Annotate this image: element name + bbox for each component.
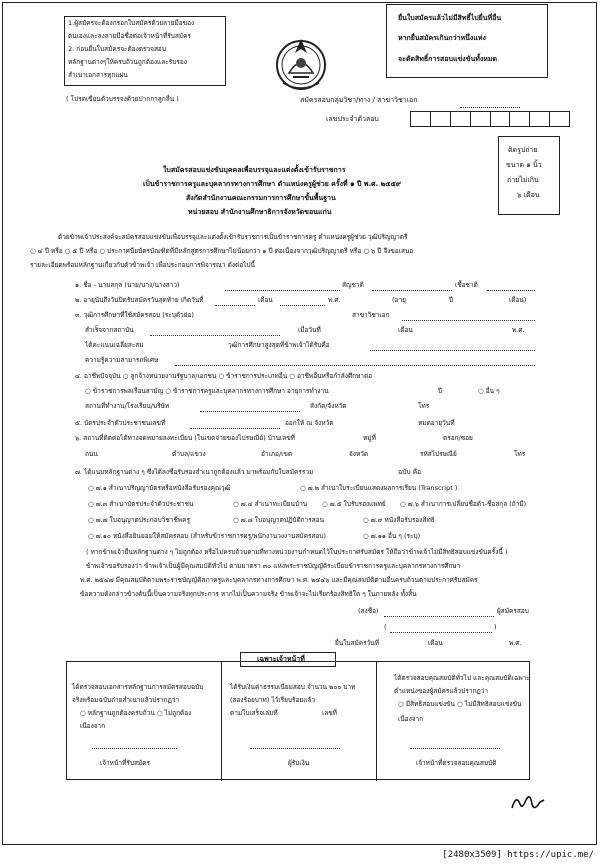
officer-c2-line-3: ตามใบเสร็จเล่มที่ <box>230 709 278 717</box>
nationality-label: สัญชาติ <box>342 281 364 289</box>
race-field[interactable] <box>487 290 535 291</box>
nationality-field[interactable] <box>372 290 452 291</box>
exam-group-label: สมัครสอบกลุ่มวิชา/ทาง / สาขาวิชาเอก <box>300 96 418 104</box>
officer-c3-signature[interactable] <box>410 748 500 749</box>
birth-month-field[interactable] <box>280 305 325 306</box>
doc-7-11[interactable]: ○ ๗.๑๑ อื่น ๆ (ระบุ) <box>363 532 421 540</box>
exam-number-boxes[interactable] <box>410 111 570 127</box>
doc-7-10[interactable]: ○ ๗.๑๐ หนังสือยินยอมให้สมัครสอบ (สำหรับข้าราชการครู/พนักงานวงงานสมัครสอบ) <box>88 532 326 540</box>
other-occupation: ○ อื่น ๆ <box>478 387 500 395</box>
form-title-line-4: หน่วยสอบ สำนักงานศึกษาธิการจังหวัดขอนแก่น <box>188 208 332 216</box>
institution-label: สำเร็จจากสถาบัน <box>85 326 134 334</box>
postcode-label: รหัสไปรษณีย์ <box>420 450 457 458</box>
doc-7-6[interactable]: ○ ๗.๖ สำเนาการเปลี่ยนชื่อตัว-ชื่อสกุล (ถ้ามี) <box>400 500 527 508</box>
doc-7-5[interactable]: ○ ๗.๕ ใบรับรองแพทย์ <box>322 500 386 508</box>
item-4-occupation-label: ๔. อาชีพปัจจุบัน ○ ลูกจ้างหน่วยงานรัฐบาล/เอกชน ○ ข้าราชการประเภทอื่น ○ อาชีพอื่นหรือกำลังศึกษาต่อ <box>75 372 373 380</box>
name-field[interactable] <box>225 290 340 291</box>
birth-month-label: เดือน <box>258 296 273 304</box>
province-label: จังหวัด <box>349 450 369 458</box>
grad-date-label: เมื่อวันที่ <box>298 326 321 334</box>
form-title-line-2: เป็นข้าราชการครูและบุคลากรทางการศึกษา ตำแหน่งครูผู้ช่วย ครั้งที่ ๑ ปี พ.ศ. ๒๕๕๙ <box>143 180 402 188</box>
item-5-id-label: ๕. บัตรประจำตัวประชาชนเลขที่ <box>75 419 166 427</box>
grad-year-label: พ.ศ. <box>512 326 525 334</box>
item-7-documents-label: ๗. ได้แนบหลักฐานต่าง ๆ ซึ่งได้ลงชื่อรับรองสำเนาถูกต้องแล้ว มาพร้อมกับใบสมัครรวม <box>75 468 314 476</box>
watermark-text: [2480x3509] https://upic.me/ <box>442 850 594 860</box>
officer-c3-line-1: ได้ตรวจสอบคุณสมบัติทั่วไป และคุณสมบัติเฉพาะ <box>394 674 530 682</box>
documents-warning: ( หากข้าพเจ้ายื่นหลักฐานต่าง ๆ ไม่ถูกต้อง หรือไม่ครบถ้วนตามที่ทางหน่วยงานกำหนดไว้ในประกาศรับสมัคร ให้ถือว่าข้าพเจ้าไม่มีสิทธิสอบแข่งขันครั้งนี้ ) <box>86 548 508 556</box>
intro-line-3: รายละเอียดพร้อมหลักฐานเกี่ยวกับตัวข้าพเจ้า เพื่อประกอบการพิจารณา ดังต่อไปนี้ <box>30 261 255 269</box>
ministry-emblem-icon <box>271 33 331 93</box>
officer-c1-line-1: ได้ตรวจสอบเอกสารหลักฐานการสมัครสอบฉบับ <box>72 683 204 691</box>
form-title-line-1: ใบสมัครสอบแข่งขันบุคคลเพื่อบรรจุและแต่งตั้งเข้ารับราชการ <box>163 166 346 174</box>
item-1-name-label: ๑. ชื่อ - นามสกุล (นาย/นาง/นางสาว) <box>75 281 180 289</box>
item-2-age-label: ๒. อายุนับถึงวันปิดรับสมัครวันสุดท้าย เกิดวันที่ <box>75 296 204 304</box>
home-phone-label: โทร <box>514 450 526 458</box>
warning-line-2: หากยื่นสมัครเกินกว่าหนึ่งแห่ง <box>398 34 486 42</box>
teacher-options: ○ ข้าราชการพลเรือนสามัญ ○ ข้าราชการครูและบุคลากรทางการศึกษา อายุการทำงาน <box>85 387 329 395</box>
officer-c3-line-4: เนื่องจาก <box>398 715 424 723</box>
officer-c2-sign-role: ผู้รับเงิน <box>288 759 310 767</box>
photo-line-1: ติดรูปถ่าย <box>508 146 538 154</box>
intro-line-2: ○ ๔ ปี หรือ ○ ๕ ปี หรือ ○ ประกาศนียบัตรบัณฑิตที่มีหลักสูตรการศึกษาไม่น้อยกว่า ๑ ปี ต่อเนื่องจากวุฒิปริญญาตรี หรือ ○ ๖ ปี จึงขอเสนอ <box>30 247 414 255</box>
officer-c1-line-4: เนื่องจาก <box>80 722 106 730</box>
warning-line-3: จะตัดสิทธิ์การสอบแข่งขันทั้งหมด <box>398 55 498 63</box>
pen-note: ( โปรดเขียนตัวบรรจงด้วยปากกาลูกลื่น ) <box>66 95 179 103</box>
workplace-field[interactable] <box>200 411 300 412</box>
note-line-5: สำเนาเอกสารทุกแผ่น <box>68 71 128 79</box>
note-line-3: 2. ก่อนยื่นใบสมัครจะต้องตรวจสอบ <box>68 45 166 53</box>
officer-c1-signature[interactable] <box>92 748 177 749</box>
name-paren-close: ) <box>494 623 497 631</box>
submit-date-label: ยื่นใบสมัครวันที่ <box>335 639 380 647</box>
note-line-1: 1.ผู้สมัครจะต้องกรอกใบสมัครด้วยลายมือของ <box>68 19 195 27</box>
note-line-4: หลักฐานต่างๆให้ครบถ้วนถูกต้องและรับรอง <box>68 58 187 66</box>
officer-heading: เฉพาะเจ้าหน้าที่ <box>257 655 305 663</box>
officer-c2-line-1: ได้รับเงินค่าธรรมเนียมสอบ จำนวน ๒๐๐ บาท <box>230 683 356 691</box>
major-field[interactable] <box>402 320 535 321</box>
item-3-degree-label: ๓. วุฒิการศึกษาที่ใช้สมัครสอบ (ระบุตัวย่อ) <box>75 311 194 319</box>
documents-count-label: ฉบับ คือ <box>398 468 421 476</box>
exam-number-label: เลขประจำตัวสอบ <box>326 115 379 123</box>
doc-7-4[interactable]: ○ ๗.๔ สำเนาทะเบียนบ้าน <box>233 500 308 508</box>
name-paren-open: ( <box>384 623 387 631</box>
affiliation-label: สังกัด/จังหวัด <box>310 402 347 410</box>
officer-c3-line-3[interactable]: ○ มีสิทธิสอบแข่งขัน ○ ไม่มีสิทธิสอบแข่งขัน <box>398 700 522 708</box>
doc-7-7[interactable]: ○ ๗.๗ ใบอนุญาตประกอบวิชาชีพครู <box>88 516 191 524</box>
officer-c1-sign-role: เจ้าหน้าที่รับสมัคร <box>100 759 151 767</box>
special-skill-label: ความรู้ความสามารถพิเศษ <box>85 356 159 364</box>
submit-year-label: พ.ศ. <box>509 639 522 647</box>
highest-degree-label: วุฒิการศึกษาสูงสุดที่ข้าพเจ้าได้รับคือ <box>228 341 330 349</box>
certification-line-2: พ.ศ. ๒๕๔๗ มีคุณสมบัติตามพระราชบัญญัติสภาครูและบุคลากรทางการศึกษา พ.ศ. ๒๕๔๖ และมีคุณสมบัติตามอื่นครบถ้วนตามประกาศรับสมัคร <box>80 576 478 584</box>
signature-label: (ลงชื่อ) <box>358 607 379 615</box>
officer-c2-line-2: (สองร้อยบาท) ไว้เรียบร้อยแล้ว <box>230 696 316 704</box>
officer-c3-sign-role: เจ้าหน้าที่ตรวจสอบคุณสมบัติ <box>416 759 497 767</box>
moo-label: หมู่ที่ <box>363 434 376 442</box>
subdistrict-label: ตำบล/แขวง <box>172 450 206 458</box>
note-line-2: ตนเองและลงลายมือชื่อต่อเจ้าหน้าที่รับสมัคร <box>68 32 191 40</box>
race-label: เชื้อชาติ <box>455 281 478 289</box>
photo-line-3: ถ่ายไม่เกิน <box>507 176 539 184</box>
form-title-line-3: สังกัดสำนักงานคณะกรรมการการศึกษาขั้นพื้นฐาน <box>186 194 336 202</box>
age-label: (อายุ <box>392 296 406 304</box>
birth-year-label: พ.ศ. <box>328 296 341 304</box>
intro-line-1: ด้วยข้าพเจ้าประสงค์จะสมัครสอบแข่งขันเพื่อบรรจุและแต่งตั้งเข้ารับราชการเป็นข้าราชการครู ตำแหน่งครูผู้ช่วย วุฒิปริญญาตรี <box>58 233 408 241</box>
age-years-label: ปี <box>449 296 454 304</box>
doc-7-8[interactable]: ○ ๗.๘ ใบอนุญาตปฏิบัติการสอน <box>233 516 325 524</box>
officer-c1-line-3[interactable]: ○ หลักฐานถูกต้องครบถ้วน ○ ไม่ถูกต้อง <box>80 709 192 717</box>
submit-month-label: เดือน <box>428 639 443 647</box>
officer-c2-line-4: เลขที่ <box>322 709 337 717</box>
applicant-role-label: ผู้สมัครสอบ <box>497 607 529 615</box>
gpa-label: ได้คะแนนเฉลี่ยสะสม <box>85 341 144 349</box>
exam-group-field[interactable] <box>460 107 520 108</box>
certification-line-1: ข้าพเจ้าขอรับรองว่า ข้าพเจ้าเป็นผู้มีคุณสมบัติทั่วไป ตามมาตรา ๓๐ แห่งพระราชบัญญัติระเบียบข้าราชการครูและบุคลากรทางการศึกษา <box>86 562 461 570</box>
district-label: อำเภอ/เขต <box>261 450 293 458</box>
institution-field[interactable] <box>150 335 280 336</box>
workplace-label: สถานที่ทำงาน/โรงเรียน/บริษัท <box>85 402 170 410</box>
doc-7-3[interactable]: ○ ๗.๓ สำเนาบัตรประจำตัวประชาชน <box>88 500 194 508</box>
age-months-label: เดือน) <box>509 296 527 304</box>
item-6-address-label: ๖. สถานที่ติดต่อได้ทางจดหมายลงทะเบียน (ในเขตจ่ายของไปรษณีย์) บ้านเลขที่ <box>75 434 295 442</box>
grad-month-label: เดือน <box>398 326 413 334</box>
birth-date-field[interactable] <box>215 305 255 306</box>
major-label: สาขาวิชาเอก <box>352 311 390 319</box>
special-skill-field[interactable] <box>175 365 535 366</box>
handwritten-initial-icon <box>510 790 546 814</box>
printed-name-field[interactable] <box>390 632 492 633</box>
doc-7-2[interactable]: ○ ๗.๒ สำเนาใบระเบียนแสดงผลการเรียน (Transcript ) <box>300 484 458 492</box>
officer-c1-line-2: จริงพร้อมฉบับถ่ายสำเนาแล้วปรากฏว่า <box>72 696 180 704</box>
signature-field[interactable] <box>384 616 494 617</box>
id-number-field[interactable] <box>190 428 280 429</box>
work-phone-label: โทร <box>418 402 430 410</box>
officer-c2-signature[interactable] <box>250 748 340 749</box>
photo-line-2: ขนาด ๑ นิ้ว <box>506 161 542 169</box>
soi-label: ตรอก/ซอย <box>443 434 473 442</box>
doc-7-1[interactable]: ○ ๗.๑ สำเนาปริญญาบัตรหรือหนังสือรับรองคุณวุฒิ <box>88 484 231 492</box>
officer-c3-line-2: ตำแหน่งของผู้สมัครแล้วปรากฏว่า <box>394 687 489 695</box>
id-issued-label: ออกให้ ณ จังหวัด <box>285 419 334 427</box>
warning-line-1: ยื่นใบสมัครแล้วไม่มีสิทธิ์ไปยื่นที่อื่น <box>398 14 502 22</box>
road-label: ถนน <box>85 450 98 458</box>
doc-7-9[interactable]: ○ ๗.๙ หนังสือรับรองสิทธิ <box>363 516 435 524</box>
certification-line-3: ข้อความดังกล่าวข้างต้นนี้เป็นความจริงทุกประการ หากไม่เป็นความจริง ข้าพเจ้าจะไม่เรียกร้องสิทธิใด ๆ ในภายหลัง ทั้งสิ้น <box>80 590 417 598</box>
highest-degree-field[interactable] <box>370 350 535 351</box>
footer-bar <box>0 846 600 865</box>
photo-line-4: ๖ เดือน <box>517 191 540 199</box>
work-years-label: ปี <box>438 387 443 395</box>
id-expiry-label: หมดอายุวันที่ <box>418 419 455 427</box>
